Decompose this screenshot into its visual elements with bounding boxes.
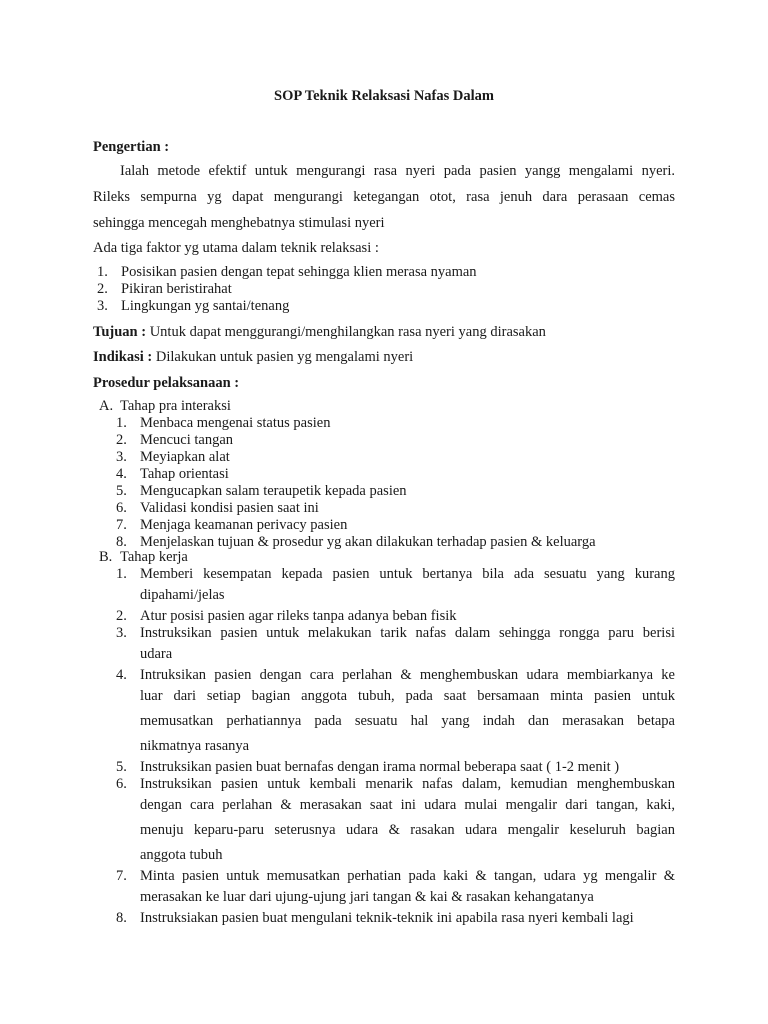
list-text: Lingkungan yg santai/tenang bbox=[121, 298, 290, 314]
factors-intro: Ada tiga faktor yg utama dalam teknik relaksasi : bbox=[93, 240, 379, 256]
pengertian-heading: Pengertian : bbox=[93, 139, 170, 155]
list-text-line: Instruksikan pasien untuk kembali menarik nafas dalam, kemudian menghembuskan bbox=[140, 776, 675, 792]
section-b-list bbox=[116, 566, 675, 927]
list-number: 3. bbox=[116, 625, 127, 641]
paragraph-text: Ialah metode efektif untuk mengurangi rasa nyeri pada pasien yangg mengalami nyeri. bbox=[120, 163, 675, 179]
list-text bbox=[140, 868, 675, 910]
list-number: 6. bbox=[116, 776, 127, 792]
list-number: 3. bbox=[97, 298, 108, 314]
list-text-line: merasakan ke luar dari ujung-ujung jari tangan & kai & rasakan kehangatanya bbox=[140, 889, 594, 905]
pengertian-paragraph-line-2: Rileks sempurna yg dapat mengurangi ketegangan otot, rasa jenuh dara perasaan cemas bbox=[93, 189, 675, 205]
list-item bbox=[97, 281, 657, 298]
list-text bbox=[140, 566, 675, 608]
list-text-line: Instruksikan pasien buat bernafas dengan irama normal beberapa saat ( 1-2 menit ) bbox=[140, 759, 620, 775]
list-text bbox=[140, 910, 675, 927]
list-number: 2. bbox=[116, 432, 127, 448]
list-number: 1. bbox=[116, 566, 127, 582]
section-title: Tahap kerja bbox=[120, 549, 188, 565]
list-item bbox=[116, 910, 675, 927]
tujuan-text: Untuk dapat menggurangi/menghilangkan rasa nyeri yang dirasakan bbox=[146, 324, 546, 340]
list-text-line: udara bbox=[140, 646, 173, 662]
list-number: 6. bbox=[116, 500, 127, 516]
list-item bbox=[97, 298, 657, 315]
list-text: Meyiapkan alat bbox=[140, 449, 230, 465]
list-item bbox=[116, 776, 675, 868]
page-title: SOP Teknik Relaksasi Nafas Dalam bbox=[274, 88, 494, 104]
list-item bbox=[116, 608, 675, 625]
section-b-header bbox=[99, 549, 659, 566]
list-text bbox=[140, 625, 675, 667]
list-text bbox=[140, 759, 675, 776]
list-text bbox=[140, 776, 675, 868]
list-number: 7. bbox=[116, 868, 127, 884]
list-number: 1. bbox=[116, 415, 127, 431]
list-item bbox=[116, 667, 675, 759]
list-text-line: dipahami/jelas bbox=[140, 587, 225, 603]
list-number: 3. bbox=[116, 449, 127, 465]
indikasi-label: Indikasi : bbox=[93, 349, 153, 365]
list-text: Menjaga keamanan perivacy pasien bbox=[140, 517, 348, 533]
list-number: 5. bbox=[116, 483, 127, 499]
list-number: 1. bbox=[97, 264, 108, 280]
list-item bbox=[116, 449, 676, 466]
list-item bbox=[97, 264, 657, 281]
factors-list bbox=[97, 264, 657, 315]
indikasi-text: Dilakukan untuk pasien yg mengalami nyeri bbox=[152, 349, 414, 365]
list-text bbox=[140, 667, 675, 759]
list-item bbox=[116, 432, 676, 449]
list-number: 4. bbox=[116, 667, 127, 683]
list-text-line: Atur posisi pasien agar rileks tanpa adanya beban fisik bbox=[140, 608, 457, 624]
list-text: Validasi kondisi pasien saat ini bbox=[140, 500, 319, 516]
list-text-line: Instruksiakan pasien buat mengulani teknik-teknik ini apabila rasa nyeri kembali lagi bbox=[140, 910, 634, 926]
list-text bbox=[140, 608, 675, 625]
section-a-header bbox=[99, 398, 659, 415]
list-item bbox=[116, 625, 675, 667]
list-number: 2. bbox=[116, 608, 127, 624]
list-text: Menjelaskan tujuan & prosedur yg akan dilakukan terhadap pasien & keluarga bbox=[140, 534, 596, 550]
section-title: Tahap pra interaksi bbox=[120, 398, 231, 414]
list-text-line: Memberi kesempatan kepada pasien untuk bertanya bila ada sesuatu yang kurang bbox=[140, 566, 675, 582]
list-text-line: Instruksikan pasien untuk melakukan tarik nafas dalam sehingga rongga paru berisi bbox=[140, 625, 675, 641]
section-letter: A. bbox=[99, 398, 114, 414]
list-number: 5. bbox=[116, 759, 127, 775]
list-number: 8. bbox=[116, 910, 127, 926]
list-text: Mengucapkan salam teraupetik kepada pasien bbox=[140, 483, 407, 499]
tujuan-label: Tujuan : bbox=[93, 324, 147, 340]
tujuan-line bbox=[93, 319, 675, 345]
list-item bbox=[116, 868, 675, 910]
list-text: Posisikan pasien dengan tepat sehingga klien merasa nyaman bbox=[121, 264, 477, 280]
list-text-line: nikmatnya rasanya bbox=[140, 738, 250, 754]
list-number: 4. bbox=[116, 466, 127, 482]
list-text-line: Minta pasien untuk memusatkan perhatian pada kaki & tangan, udara yg mengalir & bbox=[140, 868, 675, 884]
list-text-line: menuju keparu-paru seterusnya udara & rasakan udara mengalir keseluruh bagian bbox=[140, 822, 675, 838]
pengertian-paragraph-line-3: sehingga mencegah menghebatnya stimulasi nyeri bbox=[93, 215, 385, 231]
list-item bbox=[116, 759, 675, 776]
list-text-line: anggota tubuh bbox=[140, 847, 223, 863]
list-text-line: Intruksikan pasien dengan cara perlahan & menghembuskan udara membiarkanya ke bbox=[140, 667, 675, 683]
list-text: Pikiran beristirahat bbox=[121, 281, 232, 297]
list-text-line: dengan cara perlahan & merasakan saat ini udara mulai mengalir dari tangan, kaki, bbox=[140, 797, 675, 813]
section-a-list bbox=[116, 415, 676, 551]
list-text: Mencuci tangan bbox=[140, 432, 234, 448]
list-item bbox=[116, 415, 676, 432]
pengertian-paragraph-line-1 bbox=[93, 158, 675, 184]
prosedur-heading: Prosedur pelaksanaan : bbox=[93, 375, 240, 391]
list-text: Menbaca mengenai status pasien bbox=[140, 415, 331, 431]
list-text-line: memusatkan perhatiannya pada sesuatu hal yang indah dan merasakan betapa bbox=[140, 713, 675, 729]
list-item bbox=[116, 500, 676, 517]
section-letter: B. bbox=[99, 549, 113, 565]
list-item bbox=[116, 517, 676, 534]
list-text: Tahap orientasi bbox=[140, 466, 229, 482]
list-item bbox=[116, 483, 676, 500]
list-text-line: luar dari setiap bagian anggota tubuh, pada saat bersamaan minta pasien untuk bbox=[140, 688, 675, 704]
list-item bbox=[116, 566, 675, 608]
list-number: 7. bbox=[116, 517, 127, 533]
list-number: 2. bbox=[97, 281, 108, 297]
list-item bbox=[116, 466, 676, 483]
indikasi-line bbox=[93, 344, 675, 370]
list-number: 8. bbox=[116, 534, 127, 550]
